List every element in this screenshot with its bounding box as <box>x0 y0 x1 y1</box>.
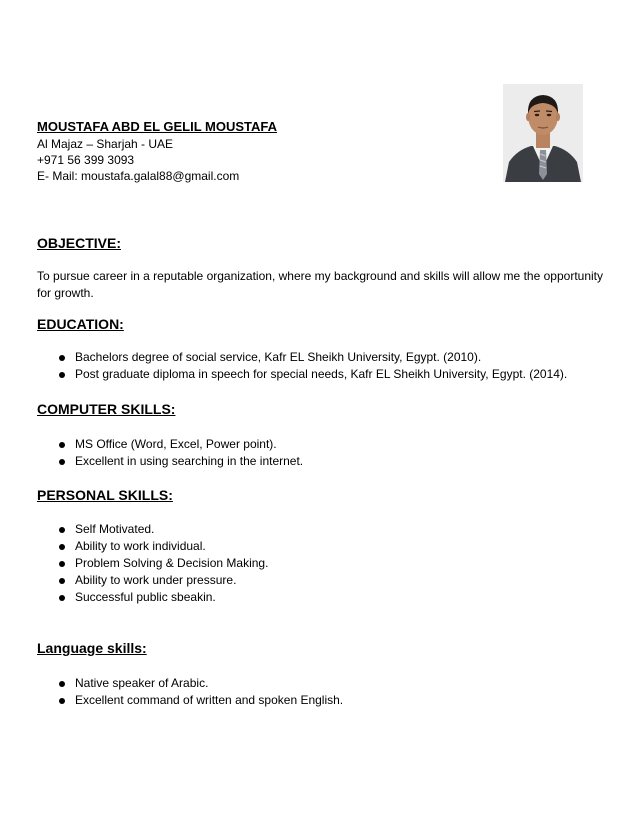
computer-skills-heading: COMPUTER SKILLS: <box>37 401 176 417</box>
list-item: Excellent command of written and spoken English. <box>37 692 343 709</box>
list-item: Ability to work individual. <box>37 538 268 555</box>
phone-line: +971 56 399 3093 <box>37 153 135 167</box>
personal-skills-list <box>37 521 268 606</box>
computer-skills-list <box>37 436 303 470</box>
personal-skills-heading: PERSONAL SKILLS: <box>37 487 173 503</box>
bullet-icon <box>59 442 65 448</box>
list-item: Post graduate diploma in speech for special needs, Kafr EL Sheikh University, Egypt. (2014). <box>37 366 567 383</box>
candidate-name: MOUSTAFA ABD EL GELIL MOUSTAFA <box>37 119 278 134</box>
bullet-icon <box>59 355 65 361</box>
language-skills-heading: Language skills: <box>37 640 147 656</box>
bullet-icon <box>59 578 65 584</box>
profile-photo <box>503 84 583 182</box>
bullet-icon <box>59 561 65 567</box>
bullet-icon <box>59 698 65 704</box>
email-line: E- Mail: moustafa.galal88@gmail.com <box>37 169 240 183</box>
education-list <box>37 349 567 383</box>
list-item: Problem Solving & Decision Making. <box>37 555 268 572</box>
list-item: Native speaker of Arabic. <box>37 675 343 692</box>
portrait-illustration <box>503 84 583 182</box>
list-item: Bachelors degree of social service, Kafr EL Sheikh University, Egypt. (2010). <box>37 349 567 366</box>
objective-heading: OBJECTIVE: <box>37 235 122 251</box>
bullet-icon <box>59 527 65 533</box>
language-skills-list <box>37 675 343 709</box>
bullet-icon <box>59 595 65 601</box>
objective-text: To pursue career in a reputable organization, where my background and skills will allow me the opportunity for growth. <box>37 269 603 300</box>
bullet-icon <box>59 372 65 378</box>
address-line: Al Majaz – Sharjah - UAE <box>37 137 174 151</box>
bullet-icon <box>59 459 65 465</box>
list-item: Ability to work under pressure. <box>37 572 268 589</box>
list-item: Successful public sbeakin. <box>37 589 268 606</box>
list-item: Self Motivated. <box>37 521 268 538</box>
list-item: Excellent in using searching in the internet. <box>37 453 303 470</box>
bullet-icon <box>59 681 65 687</box>
bullet-icon <box>59 544 65 550</box>
list-item: MS Office (Word, Excel, Power point). <box>37 436 303 453</box>
education-heading: EDUCATION: <box>37 316 124 332</box>
